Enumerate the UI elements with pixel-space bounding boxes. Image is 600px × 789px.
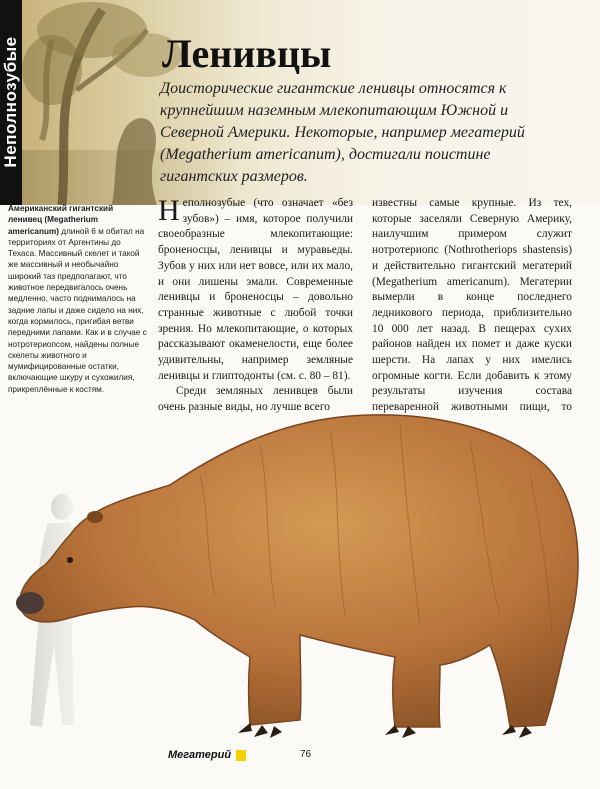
lead-paragraph: Доисторические гигантские ленивцы относятся к крупнейшим наземным млекопитающим Южной и Северной Америки. Некоторые, например мегатерий (Megatherium americanum), достигали поистине гигантских размеров. (160, 80, 525, 185)
ear-shape (87, 511, 103, 523)
section-tab (0, 0, 22, 205)
body-paragraph-2: Среди земляных ленивцев были очень разные виды, но лучше всего (158, 385, 353, 414)
label-marker (236, 750, 246, 761)
figure-label: Мегатерий (168, 749, 232, 761)
body-paragraph-3: известны самые крупные. Из тех, которые заселяли Северную Америку, наилучшим примером служит нотротериопс (Nothrotheriops shastensis) и действительно гигантский мегатерий (Megatherium americanum). Мегатерии вымерли в конце последнего ледникового периода, приблизительно 10 000 лет назад. В пещерах сухих районов найден их помет и даже куски шерсти. На лапах у них имелись огромные когти. Если добавить к этому результаты изучения состава переваренной животными пищи, то (372, 197, 572, 414)
page-title: Ленивцы (162, 31, 332, 76)
caption-heading: Американский гигантский ленивец (Megatherium americanum) (8, 204, 114, 236)
body-column-1 (158, 196, 353, 416)
megatherium-caption (8, 203, 148, 395)
snout-shape (16, 592, 44, 614)
body-paragraph-1 (158, 196, 353, 384)
body-paragraph-1-text: еполнозубые (что означает «без зубов») – имя, которое получили своеобразные млекопитающие: броненосцы, ленивцы и муравьеды. Зубов у них или нет вовсе, или их мало, и они лишены эмали. Современные ленивцы и броненосцы – довольно странные животные с любой точки зрения. Но млекопитающие, о которых рассказывают окаменелости, еще более удивительны, например земляные ленивцы и глиптодонты (см. с. 80 – 81). (158, 197, 353, 382)
drop-cap: Н (158, 194, 180, 227)
claws (238, 723, 532, 738)
megatherium-illustration (0, 395, 600, 745)
section-tab-label: Неполнозубые (1, 36, 20, 168)
page-number: 76 (300, 749, 312, 760)
eye-shape (67, 557, 73, 563)
caption-text: длиной 6 м обитал на территориях от Аргентины до Техаса. Массивный скелет и такой же массивный и необычайно широкий таз предполагают, что животное передвигалось очень медленно, часто поднималось на задние лапы и даже сидело на них, когда кормилось, пригибая ветви передними лапами. Как и в случае с нотротериопсом, найдены полные скелеты животного и мумифицированные остатки, включающие шкуру и сухожилия, прикреплённые к костям. (8, 226, 147, 394)
